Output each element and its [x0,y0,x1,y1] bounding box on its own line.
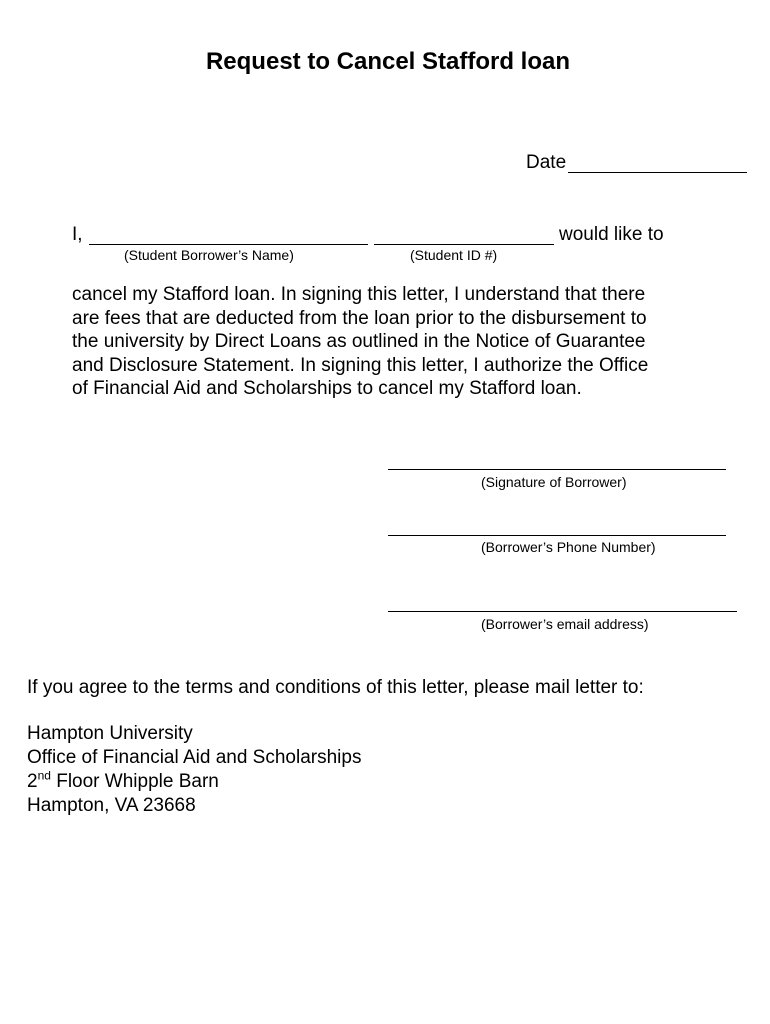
date-field[interactable] [568,172,747,173]
mail-instruction: If you agree to the terms and conditions of this letter, please mail letter to: [27,677,644,698]
date-label: Date [526,152,567,173]
student-name-field[interactable] [89,244,368,245]
paragraph-line: cancel my Stafford loan. In signing this letter, I understand that there [72,284,646,305]
signature-field[interactable] [388,469,726,470]
address-line [27,770,361,794]
email-field[interactable] [388,611,737,612]
paragraph-line: and Disclosure Statement. In signing this letter, I authorize the Office [72,354,649,376]
mailing-address [27,722,361,818]
student-id-field[interactable] [374,244,554,245]
floor-ordinal: nd [37,768,51,783]
intro-prefix: I, [72,224,83,245]
email-caption: (Borrower’s email address) [481,616,649,632]
student-id-caption: (Student ID #) [410,247,498,263]
signature-caption: (Signature of Borrower) [481,474,627,490]
paragraph-line: of Financial Aid and Scholarships to cancel my Stafford loan. [72,378,582,400]
intro-suffix: would like to [559,224,664,245]
address-line: Hampton University [27,723,193,744]
floor-number: 2 [27,771,38,792]
student-name-caption: (Student Borrower’s Name) [124,247,294,263]
address-line: Office of Financial Aid and Scholarships [27,747,362,768]
phone-field[interactable] [388,535,726,536]
agreement-paragraph [72,283,702,401]
paragraph-line: are fees that are deducted from the loan prior to the disbursement to [72,307,647,329]
paragraph-line: the university by Direct Loans as outlined in the Notice of Guarantee [72,331,646,353]
page-title: Request to Cancel Stafford loan [205,48,571,75]
floor-text: Floor Whipple Barn [50,771,219,792]
address-line: Hampton, VA 23668 [27,795,196,816]
phone-caption: (Borrower’s Phone Number) [481,539,656,555]
